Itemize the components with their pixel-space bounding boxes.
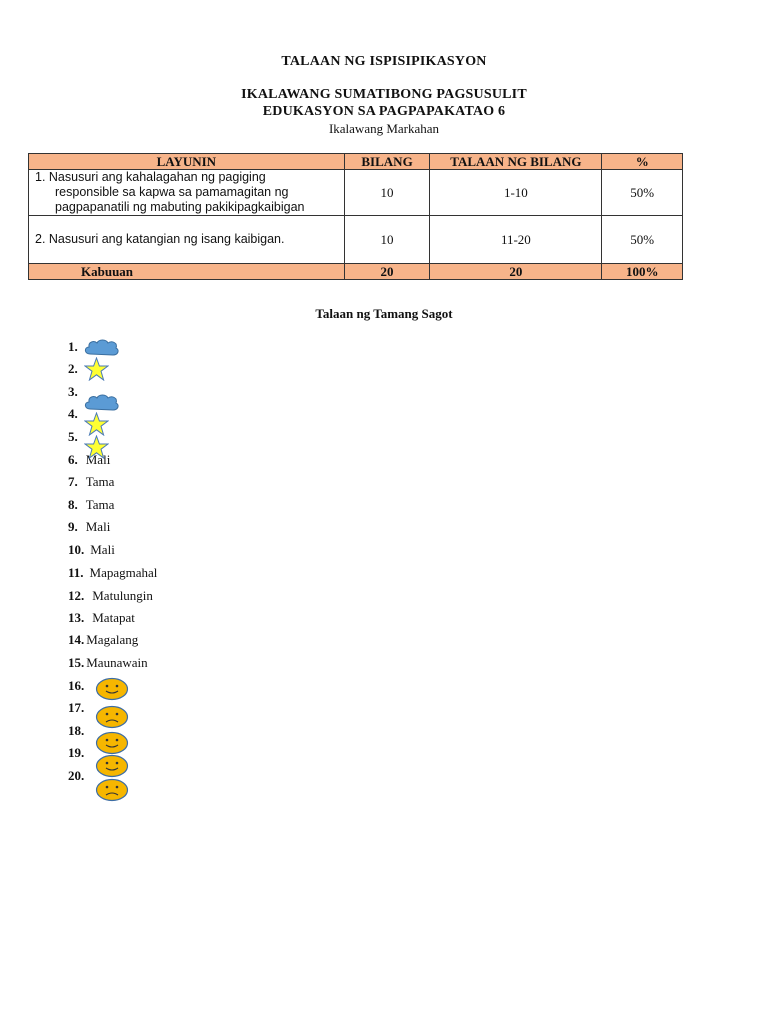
specification-table <box>28 153 683 280</box>
answer-number: 3. <box>68 384 78 399</box>
list-item <box>68 655 148 671</box>
header-talaan-ng-bilang: TALAAN NG BILANG <box>430 154 602 170</box>
list-item <box>68 474 114 490</box>
answer-number: 20. <box>68 768 85 783</box>
smiley-sad-icon <box>95 778 129 802</box>
answer-text: Mali <box>90 542 115 557</box>
answer-key-title: Talaan ng Tamang Sagot <box>315 306 453 321</box>
list-item <box>68 610 135 626</box>
page-title: TALAAN NG ISPISIPIKASYON <box>281 54 487 69</box>
answer-number: 14. <box>68 632 85 647</box>
header-percent: % <box>602 154 683 170</box>
count-cell: 10 <box>344 216 430 264</box>
range-cell: 11-20 <box>430 216 602 264</box>
header-layunin: LAYUNIN <box>29 154 345 170</box>
objective-line: pagpapanatili ng mabuting pakikipagkaibigan <box>55 200 305 214</box>
cloud-icon <box>82 337 120 359</box>
star-icon <box>84 435 109 459</box>
answer-number: 18. <box>68 723 85 738</box>
total-percent: 100% <box>602 264 683 280</box>
objective-cell <box>29 170 345 216</box>
subject-title: EDUKASYON SA PAGPAPAKATAO 6 <box>262 104 506 119</box>
answer-number: 2. <box>68 361 78 376</box>
answer-number: 17. <box>68 700 85 715</box>
answer-text: Matapat <box>92 610 135 625</box>
answer-text: Matulungin <box>92 588 153 603</box>
list-item <box>68 632 138 648</box>
list-item <box>68 565 157 581</box>
list-item <box>68 542 115 558</box>
smiley-happy-icon <box>95 731 129 755</box>
total-label: Kabuuan <box>29 264 345 280</box>
answer-text: Mali <box>85 452 111 467</box>
answer-number: 19. <box>68 745 85 760</box>
star-icon <box>84 357 109 381</box>
table-row <box>29 216 683 264</box>
answer-number: 13. <box>68 610 85 625</box>
answer-number: 5. <box>68 429 78 444</box>
answer-number: 10. <box>68 542 85 557</box>
answer-text: Maunawain <box>86 655 148 670</box>
answer-text: Tama <box>85 474 115 489</box>
answer-number: 11. <box>68 565 84 580</box>
table-row <box>29 170 683 216</box>
answer-number: 4. <box>68 406 78 421</box>
smiley-happy-icon <box>95 754 129 778</box>
list-item <box>68 519 110 535</box>
list-item <box>68 768 86 784</box>
header-bilang: BILANG <box>344 154 430 170</box>
answer-text: Mali <box>85 519 111 534</box>
list-item <box>68 678 86 694</box>
objective-cell <box>29 216 345 264</box>
answer-text: Mapagmahal <box>89 565 158 580</box>
total-row <box>29 264 683 280</box>
total-count: 20 <box>344 264 430 280</box>
answer-number: 8. <box>68 497 78 512</box>
star-icon <box>84 412 109 436</box>
answer-number: 16. <box>68 678 85 693</box>
percent-cell: 50% <box>602 216 683 264</box>
table-header-row <box>29 154 683 170</box>
range-cell: 1-10 <box>430 170 602 216</box>
list-item <box>68 723 86 739</box>
list-item <box>68 588 153 604</box>
count-cell: 10 <box>344 170 430 216</box>
answer-number: 9. <box>68 519 78 534</box>
answer-number: 12. <box>68 588 85 603</box>
list-item <box>68 497 114 513</box>
objective-line: 2. Nasusuri ang katangian ng isang kaibigan. <box>35 232 285 246</box>
answer-text: Tama <box>85 497 115 512</box>
percent-cell: 50% <box>602 170 683 216</box>
objective-line: responsible sa kapwa sa pamamagitan ng <box>55 185 289 199</box>
exam-title: IKALAWANG SUMATIBONG PAGSUSULIT <box>241 87 527 102</box>
list-item <box>68 700 86 716</box>
cloud-icon <box>82 392 120 414</box>
quarter-label: Ikalawang Markahan <box>328 121 440 136</box>
total-range: 20 <box>430 264 602 280</box>
smiley-happy-icon <box>95 677 129 701</box>
objective-line: 1. Nasusuri ang kahalagahan ng pagiging <box>35 170 266 184</box>
answer-number: 1. <box>68 339 78 354</box>
smiley-sad-icon <box>95 705 129 729</box>
answer-number: 6. <box>68 452 78 467</box>
list-item <box>68 745 86 761</box>
answer-number: 15. <box>68 655 85 670</box>
answer-number: 7. <box>68 474 78 489</box>
answer-text: Magalang <box>86 632 139 647</box>
